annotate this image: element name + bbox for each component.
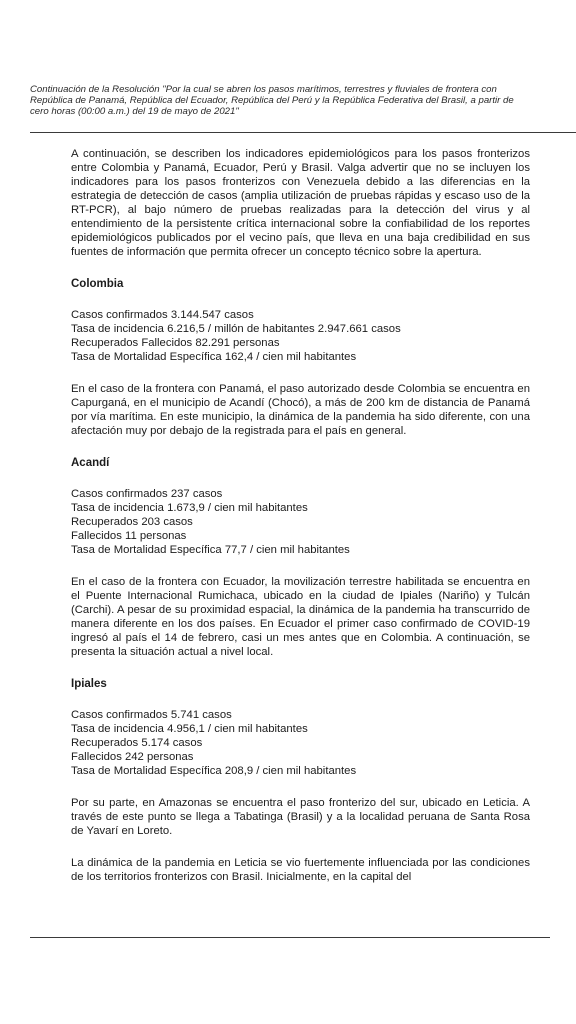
paragraph-amazonas-border: Por su parte, en Amazonas se encuentra el paso fronterizo del sur, ubicado en Leticia. A través de este punto se llega a Tabatinga (Brasil) y a la localidad peruana de Santa Rosa de Yavarí en Loreto.: [71, 797, 530, 837]
section-title-acandi: Acandí: [71, 457, 110, 469]
section-title-ipiales: Ipiales: [71, 678, 107, 690]
stat-line: Fallecidos 11 personas: [71, 530, 187, 542]
header-line: Continuación de la Resolución "Por la cual se abren los pasos marítimos, terrestres y fluviales de frontera con: [30, 84, 497, 95]
stat-line: Tasa de incidencia 6.216,5 / millón de habitantes 2.947.661 casos: [71, 323, 401, 335]
paragraph-panama-border: En el caso de la frontera con Panamá, el paso autorizado desde Colombia se encuentra en Capurganá, en el municipio de Acandí (Chocó), a más de 200 km de distancia de Panamá por vía marítima. En este municipio, la dinámica de la pandemia ha sido diferente, con una afectación muy por debajo de la registrada para el país en general.: [71, 383, 530, 437]
document-body: [71, 147, 530, 884]
stat-line: Recuperados 5.174 casos: [71, 737, 203, 749]
stat-line: Tasa de incidencia 4.956,1 / cien mil habitantes: [71, 723, 308, 735]
stat-line: Casos confirmados 237 casos: [71, 488, 223, 500]
paragraph-leticia: La dinámica de la pandemia en Leticia se vio fuertemente influenciada por las condiciones de los territorios fronterizos con Brasil. Inicialmente, en la capital del: [71, 857, 530, 883]
stat-line: Casos confirmados 3.144.547 casos: [71, 309, 254, 321]
stat-line: Casos confirmados 5.741 casos: [71, 709, 232, 721]
header-line: cero horas (00:00 a.m.) del 19 de mayo de 2021": [30, 106, 239, 117]
page-header: [30, 84, 570, 117]
stat-line: Recuperados 203 casos: [71, 516, 193, 528]
footer-divider: [30, 937, 550, 938]
header-divider: [30, 132, 576, 133]
stat-line: Fallecidos 242 personas: [71, 751, 194, 763]
intro-paragraph: A continuación, se describen los indicadores epidemiológicos para los pasos fronterizos entre Colombia y Panamá, Ecuador, Perú y Brasil. Valga advertir que no se incluyen los indicadores para los pasos fronterizos con Venezuela debido a las diferencias en la estrategia de detección de casos (amplia utilización de pruebas rápidas y escaso uso de la RT-PCR), al bajo número de pruebas realizadas para la detección del virus y al entendimiento de la persistente crítica internacional sobre la confiabilidad de los reportes epidemiológicos publicados por el vecino país, que lleva en una baja credibilidad en sus fuentes de información que permita ofrecer un concepto técnico sobre la apertura.: [71, 148, 530, 258]
paragraph-ecuador-border: En el caso de la frontera con Ecuador, la movilización terrestre habilitada se encuentra en el Puente Internacional Rumichaca, ubicado en la ciudad de Ipiales (Nariño) y Tulcán (Carchi). A pesar de su proximidad espacial, la dinámica de la pandemia ha transcurrido de manera diferente en los dos países. En Ecuador el primer caso confirmado de COVID-19 ingresó al país el 14 de febrero, casi un mes antes que en Colombia. A continuación, se presenta la situación actual a nivel local.: [71, 576, 530, 658]
header-line: República de Panamá, República del Ecuador, República del Perú y la República Federativa del Brasil, a partir de: [30, 95, 514, 106]
stat-line: Tasa de Mortalidad Específica 77,7 / cien mil habitantes: [71, 544, 350, 556]
stat-line: Recuperados Fallecidos 82.291 personas: [71, 337, 280, 349]
section-title-colombia: Colombia: [71, 278, 124, 290]
stats-acandi: [71, 487, 530, 557]
stats-ipiales: [71, 708, 530, 778]
stats-colombia: [71, 308, 530, 364]
stat-line: Tasa de Mortalidad Específica 208,9 / cien mil habitantes: [71, 765, 357, 777]
stat-line: Tasa de Mortalidad Específica 162,4 / cien mil habitantes: [71, 351, 357, 363]
stat-line: Tasa de incidencia 1.673,9 / cien mil habitantes: [71, 502, 308, 514]
